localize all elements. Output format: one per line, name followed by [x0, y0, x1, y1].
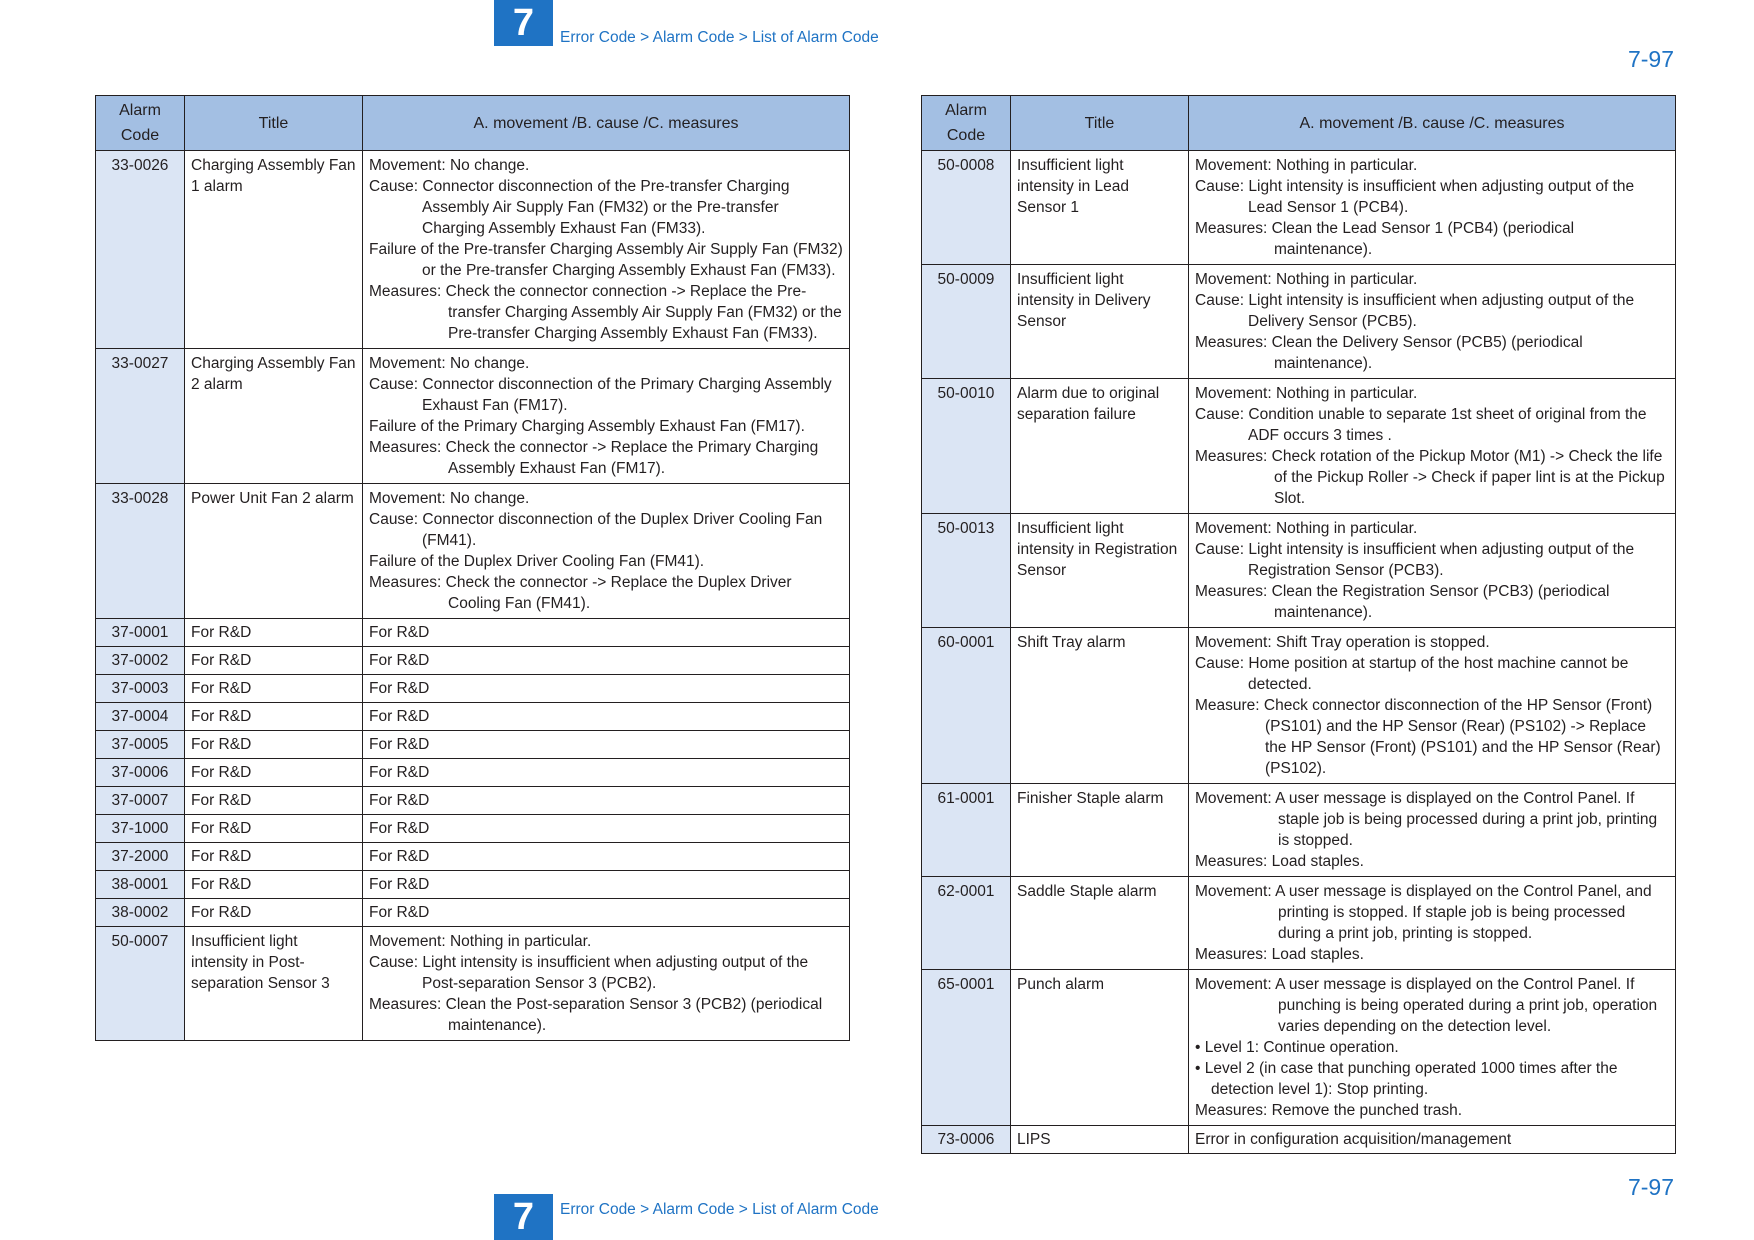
- table-row: [922, 877, 1676, 970]
- header-detail: A. movement /B. cause /C. measures: [1189, 96, 1676, 151]
- table-row: [96, 675, 850, 703]
- detail-line: Measures: Check the connector -> Replace the Primary Charging Assembly Exhaust Fan (FM17).: [369, 439, 819, 477]
- detail-line: Measures: Check the connector connection -> Replace the Pre-transfer Charging Assembly Air Supply Fan (FM32) or the Pre-transfer Charging Assembly Exhaust Fan (FM33).: [369, 283, 842, 342]
- detail-line: Measures: Remove the punched trash.: [1195, 1102, 1463, 1119]
- alarm-code-cell: 37-1000: [96, 815, 185, 843]
- alarm-detail-cell: [363, 843, 850, 871]
- detail-line: For R&D: [369, 624, 430, 641]
- alarm-code-cell: 37-0001: [96, 619, 185, 647]
- alarm-code-cell: 37-0007: [96, 787, 185, 815]
- alarm-code-cell: 37-0002: [96, 647, 185, 675]
- alarm-table-left: [95, 95, 850, 1041]
- alarm-code-cell: 50-0010: [922, 379, 1011, 514]
- detail-line: Cause: Connector disconnection of the Duplex Driver Cooling Fan (FM41).: [369, 511, 823, 549]
- detail-line: For R&D: [369, 820, 430, 837]
- detail-line: For R&D: [369, 848, 430, 865]
- detail-line: Measures: Load staples.: [1195, 853, 1364, 870]
- detail-line: Measures: Check rotation of the Pickup Motor (M1) -> Check the life of the Pickup Roller -> Check if paper lint is at the Pickup Slot.: [1195, 448, 1665, 507]
- detail-line: Movement: Nothing in particular.: [1195, 385, 1418, 402]
- alarm-detail-cell: [363, 927, 850, 1041]
- detail-line: For R&D: [369, 876, 430, 893]
- alarm-detail-cell: [1189, 877, 1676, 970]
- detail-line: Measures: Clean the Delivery Sensor (PCB5) (periodical maintenance).: [1195, 334, 1583, 372]
- detail-line: Measure: Check connector disconnection of the HP Sensor (Front) (PS101) and the HP Sensor (Rear) (PS102) -> Replace the HP Sensor (Front) (PS101) and the HP Sensor (Rear) (PS102).: [1195, 697, 1661, 777]
- detail-line: Measures: Check the connector -> Replace the Duplex Driver Cooling Fan (FM41).: [369, 574, 792, 612]
- detail-line: • Level 2 (in case that punching operated 1000 times after the detection level 1): Stop printing.: [1195, 1060, 1618, 1098]
- table-row: [96, 484, 850, 619]
- alarm-code-cell: 50-0013: [922, 514, 1011, 628]
- alarm-code-cell: 37-0006: [96, 759, 185, 787]
- detail-line: Failure of the Primary Charging Assembly Exhaust Fan (FM17).: [369, 418, 805, 435]
- alarm-detail-cell: [1189, 265, 1676, 379]
- table-row: [96, 843, 850, 871]
- table-row: [96, 787, 850, 815]
- alarm-code-cell: 37-0005: [96, 731, 185, 759]
- alarm-detail-cell: [363, 871, 850, 899]
- alarm-detail-cell: [1189, 1126, 1676, 1154]
- alarm-title-cell: Saddle Staple alarm: [1011, 877, 1189, 970]
- detail-line: Cause: Light intensity is insufficient when adjusting output of the Delivery Sensor (PCB5).: [1195, 292, 1635, 330]
- footer-page-number: 7-97: [1627, 1174, 1674, 1200]
- alarm-detail-cell: [363, 675, 850, 703]
- footer-breadcrumb[interactable]: Error Code > Alarm Code > List of Alarm Code: [560, 1201, 879, 1218]
- table-row: [96, 647, 850, 675]
- table-row: [922, 379, 1676, 514]
- alarm-detail-cell: [363, 815, 850, 843]
- detail-line: Movement: Shift Tray operation is stopped.: [1195, 634, 1490, 651]
- alarm-code-cell: 37-0004: [96, 703, 185, 731]
- header-detail: A. movement /B. cause /C. measures: [363, 96, 850, 151]
- alarm-title-cell: Insufficient light intensity in Registration Sensor: [1011, 514, 1189, 628]
- alarm-code-cell: 38-0001: [96, 871, 185, 899]
- alarm-title-cell: For R&D: [185, 759, 363, 787]
- alarm-detail-cell: [363, 349, 850, 484]
- alarm-detail-cell: [363, 151, 850, 349]
- table-row: [922, 265, 1676, 379]
- detail-line: Movement: A user message is displayed on the Control Panel. If staple job is being processed during a print job, printing is stopped.: [1195, 790, 1658, 849]
- alarm-detail-cell: [1189, 784, 1676, 877]
- alarm-detail-cell: [363, 484, 850, 619]
- detail-line: Movement: Nothing in particular.: [1195, 157, 1418, 174]
- alarm-code-cell: 50-0008: [922, 151, 1011, 265]
- table-row: [96, 703, 850, 731]
- alarm-detail-cell: [1189, 151, 1676, 265]
- detail-line: Measures: Load staples.: [1195, 946, 1364, 963]
- table-row: [96, 871, 850, 899]
- table-row: [922, 151, 1676, 265]
- alarm-detail-cell: [1189, 379, 1676, 514]
- alarm-detail-cell: [363, 647, 850, 675]
- alarm-title-cell: For R&D: [185, 871, 363, 899]
- alarm-code-cell: 37-2000: [96, 843, 185, 871]
- detail-line: Movement: No change.: [369, 490, 530, 507]
- alarm-detail-cell: [363, 787, 850, 815]
- alarm-table-right: [921, 95, 1676, 1154]
- alarm-title-cell: LIPS: [1011, 1126, 1189, 1154]
- alarm-code-cell: 33-0026: [96, 151, 185, 349]
- detail-line: Failure of the Pre-transfer Charging Assembly Air Supply Fan (FM32) or the Pre-transfer Charging Assembly Exhaust Fan (FM33).: [369, 241, 843, 279]
- detail-line: Measures: Clean the Registration Sensor (PCB3) (periodical maintenance).: [1195, 583, 1610, 621]
- alarm-title-cell: For R&D: [185, 843, 363, 871]
- alarm-title-cell: Alarm due to original separation failure: [1011, 379, 1189, 514]
- table-row: [96, 927, 850, 1041]
- alarm-title-cell: For R&D: [185, 675, 363, 703]
- alarm-title-cell: Insufficient light intensity in Lead Sensor 1: [1011, 151, 1189, 265]
- alarm-detail-cell: [363, 703, 850, 731]
- alarm-title-cell: For R&D: [185, 703, 363, 731]
- table-row: [96, 815, 850, 843]
- alarm-code-cell: 73-0006: [922, 1126, 1011, 1154]
- detail-line: Measures: Clean the Lead Sensor 1 (PCB4) (periodical maintenance).: [1195, 220, 1575, 258]
- alarm-code-cell: 62-0001: [922, 877, 1011, 970]
- detail-line: Movement: Nothing in particular.: [1195, 520, 1418, 537]
- detail-line: • Level 1: Continue operation.: [1195, 1039, 1399, 1056]
- alarm-code-cell: 37-0003: [96, 675, 185, 703]
- detail-line: Movement: A user message is displayed on the Control Panel, and printing is stopped. If staple job is being processed during a print job, printing is stopped.: [1195, 883, 1652, 942]
- alarm-detail-cell: [1189, 514, 1676, 628]
- alarm-title-cell: Charging Assembly Fan 2 alarm: [185, 349, 363, 484]
- alarm-title-cell: Charging Assembly Fan 1 alarm: [185, 151, 363, 349]
- alarm-detail-cell: [363, 759, 850, 787]
- table-row: [922, 514, 1676, 628]
- alarm-title-cell: Insufficient light intensity in Post-separation Sensor 3: [185, 927, 363, 1041]
- detail-line: Movement: No change.: [369, 355, 530, 372]
- table-header-row: [922, 96, 1676, 151]
- detail-line: Cause: Light intensity is insufficient when adjusting output of the Lead Sensor 1 (PCB4).: [1195, 178, 1635, 216]
- footer-chapter-number-badge: 7: [494, 1194, 553, 1240]
- alarm-title-cell: Finisher Staple alarm: [1011, 784, 1189, 877]
- detail-line: For R&D: [369, 764, 430, 781]
- detail-line: For R&D: [369, 652, 430, 669]
- alarm-code-cell: 33-0027: [96, 349, 185, 484]
- alarm-title-cell: Punch alarm: [1011, 970, 1189, 1126]
- table-row: [96, 899, 850, 927]
- alarm-code-cell: 38-0002: [96, 899, 185, 927]
- table-row: [96, 731, 850, 759]
- alarm-detail-cell: [1189, 970, 1676, 1126]
- header-alarm-code: Alarm Code: [96, 96, 185, 151]
- page-number: 7-97: [1627, 46, 1674, 72]
- detail-line: For R&D: [369, 708, 430, 725]
- table-row: [922, 1126, 1676, 1154]
- chapter-number-badge: 7: [494, 0, 553, 46]
- alarm-title-cell: Power Unit Fan 2 alarm: [185, 484, 363, 619]
- alarm-title-cell: For R&D: [185, 899, 363, 927]
- detail-line: Movement: A user message is displayed on the Control Panel. If punching is being operated during a print job, operation varies depending on the detection level.: [1195, 976, 1658, 1035]
- detail-line: For R&D: [369, 792, 430, 809]
- alarm-detail-cell: [363, 731, 850, 759]
- detail-line: Cause: Light intensity is insufficient when adjusting output of the Registration Sensor (PCB3).: [1195, 541, 1635, 579]
- alarm-title-cell: Insufficient light intensity in Delivery Sensor: [1011, 265, 1189, 379]
- table-row: [96, 151, 850, 349]
- detail-line: Error in configuration acquisition/management: [1195, 1131, 1512, 1148]
- alarm-code-cell: 65-0001: [922, 970, 1011, 1126]
- detail-line: Cause: Light intensity is insufficient when adjusting output of the Post-separation Sensor 3 (PCB2).: [369, 954, 809, 992]
- alarm-title-cell: For R&D: [185, 647, 363, 675]
- detail-line: Cause: Home position at startup of the host machine cannot be detected.: [1195, 655, 1629, 693]
- table-row: [922, 628, 1676, 784]
- detail-line: For R&D: [369, 736, 430, 753]
- detail-line: Cause: Connector disconnection of the Pre-transfer Charging Assembly Air Supply Fan (FM32) or the Pre-transfer Charging Assembly Exhaust Fan (FM33).: [369, 178, 790, 237]
- alarm-code-cell: 61-0001: [922, 784, 1011, 877]
- table-row: [96, 349, 850, 484]
- alarm-detail-cell: [363, 899, 850, 927]
- table-row: [922, 784, 1676, 877]
- header-title: Title: [185, 96, 363, 151]
- header-alarm-code: Alarm Code: [922, 96, 1011, 151]
- detail-line: Cause: Connector disconnection of the Primary Charging Assembly Exhaust Fan (FM17).: [369, 376, 832, 414]
- alarm-title-cell: For R&D: [185, 619, 363, 647]
- table-header-row: [96, 96, 850, 151]
- detail-line: For R&D: [369, 680, 430, 697]
- detail-line: Cause: Condition unable to separate 1st sheet of original from the ADF occurs 3 times .: [1195, 406, 1647, 444]
- detail-line: Failure of the Duplex Driver Cooling Fan (FM41).: [369, 553, 705, 570]
- alarm-title-cell: For R&D: [185, 787, 363, 815]
- breadcrumb[interactable]: Error Code > Alarm Code > List of Alarm Code: [560, 29, 879, 46]
- alarm-code-cell: 50-0007: [96, 927, 185, 1041]
- alarm-title-cell: Shift Tray alarm: [1011, 628, 1189, 784]
- table-row: [96, 759, 850, 787]
- detail-line: Movement: No change.: [369, 157, 530, 174]
- alarm-detail-cell: [1189, 628, 1676, 784]
- detail-line: Movement: Nothing in particular.: [369, 933, 592, 950]
- header-title: Title: [1011, 96, 1189, 151]
- table-row: [96, 619, 850, 647]
- detail-line: For R&D: [369, 904, 430, 921]
- detail-line: Movement: Nothing in particular.: [1195, 271, 1418, 288]
- detail-line: Measures: Clean the Post-separation Sensor 3 (PCB2) (periodical maintenance).: [369, 996, 823, 1034]
- alarm-code-cell: 60-0001: [922, 628, 1011, 784]
- alarm-title-cell: For R&D: [185, 731, 363, 759]
- alarm-title-cell: For R&D: [185, 815, 363, 843]
- table-row: [922, 970, 1676, 1126]
- alarm-detail-cell: [363, 619, 850, 647]
- alarm-code-cell: 33-0028: [96, 484, 185, 619]
- alarm-code-cell: 50-0009: [922, 265, 1011, 379]
